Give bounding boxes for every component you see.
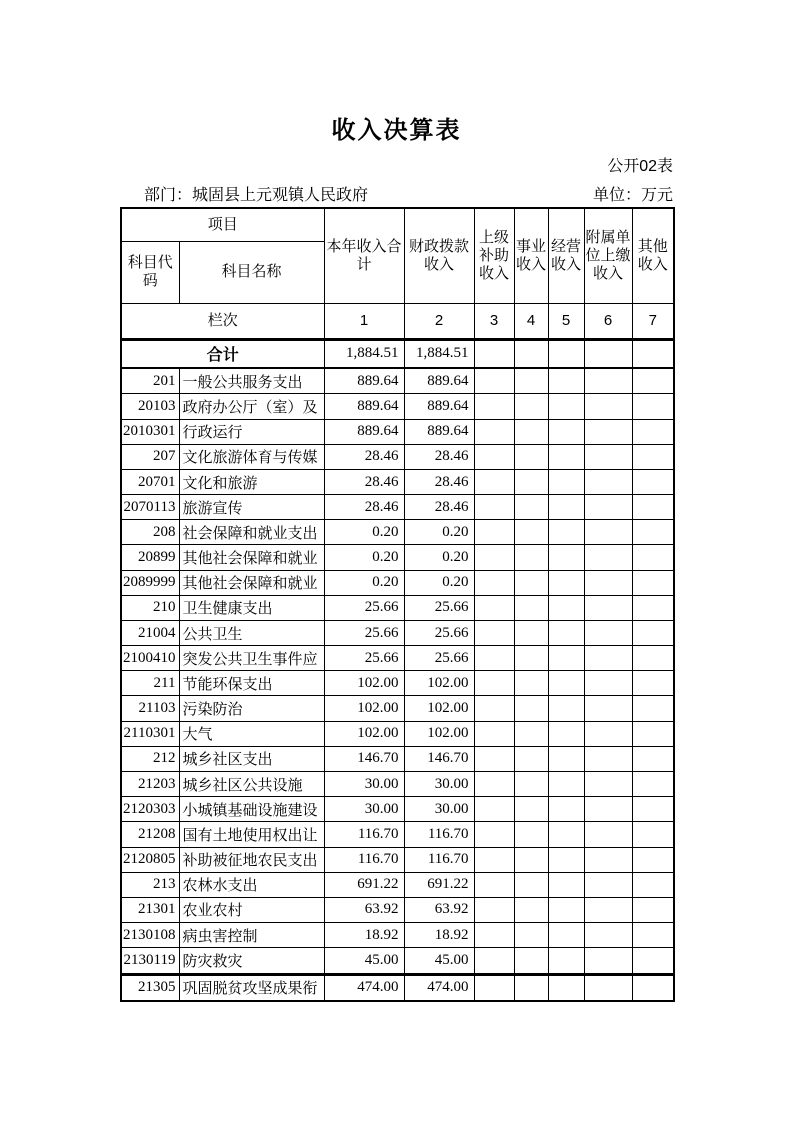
total-row-label: 合计 xyxy=(121,339,324,368)
header-col-business-income: 事业收入 xyxy=(514,208,548,303)
value-cell-other xyxy=(632,974,674,1001)
value-cell-affiliated xyxy=(584,974,632,1001)
value-cell-fiscal: 63.92 xyxy=(404,897,474,922)
table-row xyxy=(121,646,674,671)
value-cell-operating xyxy=(548,368,584,394)
header-subject-code: 科目代码 xyxy=(121,241,179,303)
subject-code-cell: 21305 xyxy=(121,974,179,1001)
value-cell-superior xyxy=(474,923,514,948)
value-cell-fiscal: 28.46 xyxy=(404,469,474,494)
value-cell-fiscal: 28.46 xyxy=(404,495,474,520)
value-cell-other xyxy=(632,746,674,771)
value-cell-business xyxy=(514,495,548,520)
table-row xyxy=(121,570,674,595)
column-index-4: 4 xyxy=(514,303,548,339)
value-cell-fiscal: 102.00 xyxy=(404,671,474,696)
subject-name-cell: 城乡社区支出 xyxy=(179,746,324,771)
value-cell-affiliated xyxy=(584,923,632,948)
value-cell-business xyxy=(514,520,548,545)
value-cell-affiliated xyxy=(584,897,632,922)
value-cell-other xyxy=(632,545,674,570)
value-cell-affiliated xyxy=(584,671,632,696)
value-cell-business xyxy=(514,797,548,822)
subject-code-cell: 211 xyxy=(121,671,179,696)
value-cell-total: 1,884.51 xyxy=(324,339,404,368)
subject-code-cell: 21203 xyxy=(121,771,179,796)
header-subject-name: 科目名称 xyxy=(179,241,324,303)
subject-code-cell: 210 xyxy=(121,595,179,620)
subject-code-cell: 2100410 xyxy=(121,646,179,671)
value-cell-business xyxy=(514,368,548,394)
value-cell-affiliated xyxy=(584,419,632,444)
value-cell-superior xyxy=(474,444,514,469)
value-cell-affiliated xyxy=(584,595,632,620)
table-row xyxy=(121,469,674,494)
value-cell-fiscal: 474.00 xyxy=(404,974,474,1001)
value-cell-affiliated xyxy=(584,696,632,721)
value-cell-other xyxy=(632,570,674,595)
subject-code-cell: 2110301 xyxy=(121,721,179,746)
value-cell-fiscal: 45.00 xyxy=(404,948,474,974)
value-cell-operating xyxy=(548,595,584,620)
value-cell-other xyxy=(632,419,674,444)
value-cell-operating xyxy=(548,721,584,746)
table-row xyxy=(121,394,674,419)
value-cell-business xyxy=(514,620,548,645)
value-cell-business xyxy=(514,444,548,469)
table-row xyxy=(121,746,674,771)
subject-name-cell: 其他社会保障和就业 xyxy=(179,570,324,595)
subject-name-cell: 其他社会保障和就业 xyxy=(179,545,324,570)
value-cell-business xyxy=(514,570,548,595)
unit-label: 单位：万元 xyxy=(592,187,673,204)
value-cell-business xyxy=(514,974,548,1001)
value-cell-operating xyxy=(548,847,584,872)
header-col-superior-subsidy: 上级补助收入 xyxy=(474,208,514,303)
table-row xyxy=(121,822,674,847)
table-row xyxy=(121,595,674,620)
value-cell-superior xyxy=(474,974,514,1001)
subject-name-cell: 巩固脱贫攻坚成果衔 xyxy=(179,974,324,1001)
value-cell-superior xyxy=(474,671,514,696)
value-cell-other xyxy=(632,797,674,822)
table-row xyxy=(121,368,674,394)
header-col-total-income: 本年收入合计 xyxy=(324,208,404,303)
value-cell-operating xyxy=(548,671,584,696)
value-cell-operating xyxy=(548,696,584,721)
table-row xyxy=(121,771,674,796)
table-row xyxy=(121,847,674,872)
value-cell-operating xyxy=(548,771,584,796)
revenue-table xyxy=(120,207,675,1002)
column-index-7: 7 xyxy=(632,303,674,339)
subject-name-cell: 一般公共服务支出 xyxy=(179,368,324,394)
value-cell-fiscal: 116.70 xyxy=(404,847,474,872)
value-cell-fiscal: 1,884.51 xyxy=(404,339,474,368)
value-cell-superior xyxy=(474,948,514,974)
subject-name-cell: 城乡社区公共设施 xyxy=(179,771,324,796)
subject-name-cell: 防灾救灾 xyxy=(179,948,324,974)
value-cell-business xyxy=(514,923,548,948)
table-row xyxy=(121,620,674,645)
value-cell-operating xyxy=(548,797,584,822)
table-row xyxy=(121,872,674,897)
value-cell-business xyxy=(514,671,548,696)
value-cell-fiscal: 25.66 xyxy=(404,620,474,645)
subject-name-cell: 政府办公厅（室）及 xyxy=(179,394,324,419)
subject-name-cell: 大气 xyxy=(179,721,324,746)
value-cell-business xyxy=(514,822,548,847)
value-cell-affiliated xyxy=(584,444,632,469)
value-cell-fiscal: 30.00 xyxy=(404,771,474,796)
value-cell-operating xyxy=(548,923,584,948)
value-cell-total: 0.20 xyxy=(324,545,404,570)
value-cell-total: 0.20 xyxy=(324,570,404,595)
value-cell-business xyxy=(514,897,548,922)
subject-name-cell: 文化旅游体育与传媒 xyxy=(179,444,324,469)
value-cell-other xyxy=(632,721,674,746)
value-cell-fiscal: 102.00 xyxy=(404,721,474,746)
value-cell-superior xyxy=(474,469,514,494)
table-row xyxy=(121,419,674,444)
value-cell-business xyxy=(514,595,548,620)
subject-name-cell: 补助被征地农民支出 xyxy=(179,847,324,872)
column-index-6: 6 xyxy=(584,303,632,339)
value-cell-operating xyxy=(548,746,584,771)
subject-code-cell: 2070113 xyxy=(121,495,179,520)
value-cell-superior xyxy=(474,797,514,822)
value-cell-business xyxy=(514,419,548,444)
value-cell-fiscal: 116.70 xyxy=(404,822,474,847)
subject-code-cell: 2130119 xyxy=(121,948,179,974)
value-cell-fiscal: 0.20 xyxy=(404,520,474,545)
table-row xyxy=(121,495,674,520)
value-cell-affiliated xyxy=(584,520,632,545)
value-cell-other xyxy=(632,897,674,922)
value-cell-affiliated xyxy=(584,721,632,746)
value-cell-fiscal: 691.22 xyxy=(404,872,474,897)
value-cell-affiliated xyxy=(584,746,632,771)
value-cell-superior xyxy=(474,570,514,595)
value-cell-fiscal: 25.66 xyxy=(404,595,474,620)
subject-name-cell: 卫生健康支出 xyxy=(179,595,324,620)
value-cell-total: 25.66 xyxy=(324,595,404,620)
value-cell-other xyxy=(632,495,674,520)
subject-code-cell: 201 xyxy=(121,368,179,394)
subject-code-cell: 2130108 xyxy=(121,923,179,948)
value-cell-superior xyxy=(474,620,514,645)
value-cell-operating xyxy=(548,620,584,645)
value-cell-operating xyxy=(548,520,584,545)
value-cell-total: 889.64 xyxy=(324,394,404,419)
subject-name-cell: 公共卫生 xyxy=(179,620,324,645)
value-cell-other xyxy=(632,872,674,897)
value-cell-business xyxy=(514,872,548,897)
header-col-other-income: 其他收入 xyxy=(632,208,674,303)
subject-code-cell: 2010301 xyxy=(121,419,179,444)
value-cell-other xyxy=(632,520,674,545)
value-cell-business xyxy=(514,696,548,721)
value-cell-other xyxy=(632,696,674,721)
value-cell-total: 18.92 xyxy=(324,923,404,948)
value-cell-affiliated xyxy=(584,368,632,394)
subject-code-cell: 21103 xyxy=(121,696,179,721)
table-row xyxy=(121,520,674,545)
value-cell-affiliated xyxy=(584,872,632,897)
value-cell-business xyxy=(514,646,548,671)
value-cell-affiliated xyxy=(584,620,632,645)
value-cell-other xyxy=(632,394,674,419)
subject-code-cell: 212 xyxy=(121,746,179,771)
value-cell-business xyxy=(514,339,548,368)
value-cell-business xyxy=(514,721,548,746)
value-cell-fiscal: 28.46 xyxy=(404,444,474,469)
value-cell-operating xyxy=(548,872,584,897)
table-row xyxy=(121,948,674,974)
value-cell-affiliated xyxy=(584,394,632,419)
value-cell-superior xyxy=(474,595,514,620)
value-cell-business xyxy=(514,948,548,974)
value-cell-operating xyxy=(548,419,584,444)
subject-code-cell: 21004 xyxy=(121,620,179,645)
value-cell-business xyxy=(514,394,548,419)
value-cell-other xyxy=(632,620,674,645)
value-cell-superior xyxy=(474,746,514,771)
value-cell-other xyxy=(632,444,674,469)
value-cell-fiscal: 25.66 xyxy=(404,646,474,671)
value-cell-other xyxy=(632,948,674,974)
value-cell-fiscal: 889.64 xyxy=(404,368,474,394)
department-label: 部门：城固县上元观镇人民政府 xyxy=(144,187,369,204)
value-cell-total: 889.64 xyxy=(324,419,404,444)
value-cell-business xyxy=(514,545,548,570)
value-cell-affiliated xyxy=(584,495,632,520)
value-cell-superior xyxy=(474,721,514,746)
column-index-2: 2 xyxy=(404,303,474,339)
value-cell-fiscal: 102.00 xyxy=(404,696,474,721)
subject-code-cell: 2120303 xyxy=(121,797,179,822)
value-cell-superior xyxy=(474,495,514,520)
subject-code-cell: 208 xyxy=(121,520,179,545)
value-cell-other xyxy=(632,595,674,620)
column-index-label: 栏次 xyxy=(121,303,324,339)
value-cell-affiliated xyxy=(584,822,632,847)
table-row xyxy=(121,671,674,696)
table-row xyxy=(121,797,674,822)
value-cell-total: 28.46 xyxy=(324,495,404,520)
value-cell-total: 691.22 xyxy=(324,872,404,897)
value-cell-superior xyxy=(474,419,514,444)
value-cell-affiliated xyxy=(584,847,632,872)
value-cell-affiliated xyxy=(584,339,632,368)
value-cell-operating xyxy=(548,394,584,419)
value-cell-total: 45.00 xyxy=(324,948,404,974)
value-cell-total: 889.64 xyxy=(324,368,404,394)
value-cell-total: 0.20 xyxy=(324,520,404,545)
subject-code-cell: 20103 xyxy=(121,394,179,419)
subject-code-cell: 20899 xyxy=(121,545,179,570)
value-cell-other xyxy=(632,822,674,847)
value-cell-business xyxy=(514,847,548,872)
value-cell-superior xyxy=(474,847,514,872)
header-col-fiscal-appropriation: 财政拨款收入 xyxy=(404,208,474,303)
subject-code-cell: 21208 xyxy=(121,822,179,847)
table-row xyxy=(121,923,674,948)
value-cell-operating xyxy=(548,469,584,494)
table-row xyxy=(121,444,674,469)
value-cell-operating xyxy=(548,444,584,469)
value-cell-total: 102.00 xyxy=(324,696,404,721)
header-col-affiliated-remittance: 附属单位上缴收入 xyxy=(584,208,632,303)
value-cell-total: 30.00 xyxy=(324,771,404,796)
header-project: 项目 xyxy=(121,208,324,241)
value-cell-superior xyxy=(474,545,514,570)
value-cell-total: 116.70 xyxy=(324,847,404,872)
value-cell-other xyxy=(632,771,674,796)
value-cell-superior xyxy=(474,872,514,897)
table-row xyxy=(121,721,674,746)
value-cell-affiliated xyxy=(584,469,632,494)
column-index-1: 1 xyxy=(324,303,404,339)
value-cell-business xyxy=(514,746,548,771)
value-cell-affiliated xyxy=(584,570,632,595)
value-cell-operating xyxy=(548,897,584,922)
column-index-row xyxy=(121,303,674,339)
value-cell-superior xyxy=(474,822,514,847)
subject-code-cell: 2120805 xyxy=(121,847,179,872)
subject-name-cell: 社会保障和就业支出 xyxy=(179,520,324,545)
value-cell-affiliated xyxy=(584,545,632,570)
subject-name-cell: 突发公共卫生事件应 xyxy=(179,646,324,671)
value-cell-fiscal: 30.00 xyxy=(404,797,474,822)
value-cell-other xyxy=(632,339,674,368)
value-cell-business xyxy=(514,771,548,796)
value-cell-superior xyxy=(474,368,514,394)
value-cell-operating xyxy=(548,545,584,570)
value-cell-business xyxy=(514,469,548,494)
subject-name-cell: 小城镇基础设施建设 xyxy=(179,797,324,822)
header-col-operating-income: 经营收入 xyxy=(548,208,584,303)
value-cell-total: 28.46 xyxy=(324,469,404,494)
value-cell-other xyxy=(632,646,674,671)
value-cell-total: 25.66 xyxy=(324,620,404,645)
value-cell-total: 116.70 xyxy=(324,822,404,847)
value-cell-affiliated xyxy=(584,948,632,974)
value-cell-total: 474.00 xyxy=(324,974,404,1001)
value-cell-operating xyxy=(548,646,584,671)
subject-name-cell: 农业农村 xyxy=(179,897,324,922)
value-cell-other xyxy=(632,671,674,696)
value-cell-fiscal: 0.20 xyxy=(404,570,474,595)
column-index-3: 3 xyxy=(474,303,514,339)
value-cell-total: 63.92 xyxy=(324,897,404,922)
public-table-code: 公开02表 xyxy=(607,158,673,175)
subject-name-cell: 旅游宣传 xyxy=(179,495,324,520)
value-cell-superior xyxy=(474,771,514,796)
subject-name-cell: 污染防治 xyxy=(179,696,324,721)
value-cell-fiscal: 889.64 xyxy=(404,419,474,444)
subject-code-cell: 20701 xyxy=(121,469,179,494)
value-cell-superior xyxy=(474,696,514,721)
value-cell-operating xyxy=(548,822,584,847)
value-cell-affiliated xyxy=(584,646,632,671)
value-cell-operating xyxy=(548,974,584,1001)
total-row xyxy=(121,339,674,368)
value-cell-total: 25.66 xyxy=(324,646,404,671)
value-cell-fiscal: 146.70 xyxy=(404,746,474,771)
meta-row xyxy=(144,182,673,205)
value-cell-total: 102.00 xyxy=(324,721,404,746)
page-title: 收入决算表 xyxy=(331,117,462,144)
table-row xyxy=(121,974,674,1001)
subject-code-cell: 21301 xyxy=(121,897,179,922)
header-row-project xyxy=(121,208,674,241)
value-cell-superior xyxy=(474,520,514,545)
subject-name-cell: 节能环保支出 xyxy=(179,671,324,696)
value-cell-operating xyxy=(548,495,584,520)
value-cell-total: 102.00 xyxy=(324,671,404,696)
value-cell-fiscal: 0.20 xyxy=(404,545,474,570)
subject-name-cell: 文化和旅游 xyxy=(179,469,324,494)
value-cell-superior xyxy=(474,339,514,368)
value-cell-affiliated xyxy=(584,771,632,796)
table-row xyxy=(121,545,674,570)
value-cell-other xyxy=(632,469,674,494)
value-cell-operating xyxy=(548,948,584,974)
value-cell-total: 28.46 xyxy=(324,444,404,469)
value-cell-other xyxy=(632,847,674,872)
subject-name-cell: 国有土地使用权出让 xyxy=(179,822,324,847)
value-cell-other xyxy=(632,368,674,394)
subject-name-cell: 病虫害控制 xyxy=(179,923,324,948)
value-cell-superior xyxy=(474,646,514,671)
value-cell-operating xyxy=(548,339,584,368)
subject-name-cell: 行政运行 xyxy=(179,419,324,444)
value-cell-other xyxy=(632,923,674,948)
column-index-5: 5 xyxy=(548,303,584,339)
subject-name-cell: 农林水支出 xyxy=(179,872,324,897)
table-row xyxy=(121,897,674,922)
value-cell-affiliated xyxy=(584,797,632,822)
value-cell-operating xyxy=(548,570,584,595)
value-cell-total: 30.00 xyxy=(324,797,404,822)
value-cell-superior xyxy=(474,897,514,922)
table-row xyxy=(121,696,674,721)
subject-code-cell: 207 xyxy=(121,444,179,469)
value-cell-fiscal: 18.92 xyxy=(404,923,474,948)
subject-code-cell: 2089999 xyxy=(121,570,179,595)
value-cell-total: 146.70 xyxy=(324,746,404,771)
value-cell-fiscal: 889.64 xyxy=(404,394,474,419)
value-cell-superior xyxy=(474,394,514,419)
subject-code-cell: 213 xyxy=(121,872,179,897)
